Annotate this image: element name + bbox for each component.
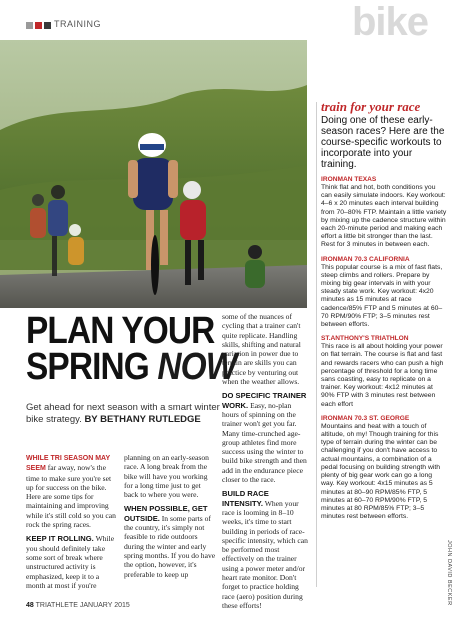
race-text: This popular course is a mix of fast flats, steep climbs and rollers. Prepare by mixing big gear intervals in with your steady state work. Key workout: 4x20 minutes as 15 minutes at race cadence/85% FTP and 5 minutes at 60–70 RPM/90% FTP; 3–5 minutes rest between efforts. — [321, 263, 443, 329]
lead-in: WHILE TRI SEASON MAY SEEM — [26, 455, 111, 473]
category-word: bike — [352, 0, 429, 44]
subhead-race-intensity: BUILD RACE INTENSITY. — [222, 489, 269, 508]
issue-date: JANUARY 2015 — [79, 602, 130, 609]
article-title — [26, 310, 237, 388]
title-line-1: PLAN YOUR — [26, 310, 215, 352]
sidebar-intro: Doing one of these early-season races? Here are the course-specific workouts to incorporate into your training. — [321, 115, 445, 170]
race-title: IRONMAN TEXAS — [321, 176, 377, 183]
subhead-get-outside: WHEN POSSIBLE, GET OUTSIDE. — [124, 504, 208, 523]
race-text: Think flat and hot, both conditions you can easily simulate indoors. Key workout: 4–6 x 20 minutes each interval building from 70–80% FTP. Maintain a little variety by mixing up the cadence structure within each 20-minute period and making each effort a little bit stronger than the last. Rest for 3 minutes in between each. — [321, 184, 447, 249]
race-title: IRONMAN 70.3 CALIFORNIA — [321, 255, 410, 263]
sidebar-box — [321, 100, 447, 521]
article-deck — [26, 402, 231, 426]
body-column-3 — [222, 312, 310, 615]
title-spring: SPRING — [26, 346, 158, 388]
title-now: NOW — [157, 346, 237, 388]
title-line-2 — [26, 346, 237, 388]
subhead-keep-rolling: KEEP IT ROLLING. — [26, 534, 94, 544]
race-text: This race is all about holding your power on flat terrain. The course is flat and fast and rewards racers who can push a high percentage of threshold for a long time sans coasting, easy to replicate on a trainer. Key workout: 4x12 minutes at 90% FTP with 3 minutes rest between each effort — [321, 343, 444, 408]
race-title: IRONMAN 70.3 ST. GEORGE — [321, 414, 410, 422]
byline: BY BETHANY RUTLEDGE — [84, 414, 201, 425]
header-square-gray — [26, 22, 33, 29]
col3-paragraph-3: When your race is looming in 8–10 weeks, it's time to start building in periods of race-specific intensity, which can be performed most effectively on the trainer using a power meter and/or heart rate monitor. Don't forget to practice holding race (aero) position during these efforts! — [222, 498, 308, 610]
cyclists-racing-photo — [0, 40, 307, 308]
col2-paragraph-2: In some parts of the country, it's simply not feasible to ride outdoors during the winter and early spring months. If you do have the option, however, it's preferable to keep up — [124, 513, 216, 579]
col2-paragraph-1: planning on an early-season race. A long break from the bike will have you working for a long time just to get back to where you were. — [124, 453, 209, 500]
header-square-red — [35, 22, 42, 29]
col1-paragraph-2: While you should definitely take some sort of break where unstructured activity is emphasized, keep it to a month at most if you're — [26, 534, 115, 590]
col3-paragraph-1: some of the nuances of cycling that a trainer can't quite replicate. Handling skills, shifting and natural variation in power due to terrain are skills you can practice by venturing out when the weather allows. — [222, 312, 301, 387]
body-column-1 — [26, 453, 118, 595]
header-square-dark — [44, 22, 51, 29]
race-text: Mountains and heat with a touch of altitude, oh my! Though training for this type of terrain during the winter can be challenging if you don't have access to actual mountains, a combination of a pedal focusing on building strength with plenty of big gear work can go a long way. Key workout: 4x15 minutes as 5 minutes at 80–90 RPM/85% FTP, 5 minutes at 60–70 RPM/90% FTP, 5 minutes at 80 RPM/85% FTP; 3–5 minutes rest between efforts. — [321, 422, 441, 521]
body-column-2 — [124, 453, 216, 584]
page-footer — [26, 602, 130, 609]
photo-credit: JOHN DAVID BECKER — [446, 540, 452, 606]
col3-paragraph-2: Easy, no-plan hours of spinning on the trainer won't get you far. Many time-crunched age-group athletes find more success using the winter to build bike strength and then add in the endurance piece closer to the race. — [222, 400, 307, 485]
deck-text: Get ahead for next season with a smart winter bike strategy. — [26, 402, 220, 425]
page-number: 48 — [26, 602, 34, 609]
sidebar-divider — [316, 102, 317, 587]
magazine-name: TRIATHLETE — [35, 602, 78, 609]
col1-paragraph-1: far away, now's the time to make sure you're set up for success on the bike. Here are some tips for maintaining and improving while it's still cold so you can rock the spring races. — [26, 463, 116, 530]
race-title: ST.ANTHONY'S TRIATHLON — [321, 335, 409, 343]
sidebar-title: train for your race — [321, 99, 421, 114]
subhead-trainer-work: DO SPECIFIC TRAINER WORK. — [222, 391, 307, 410]
section-label: TRAINING — [54, 19, 102, 29]
